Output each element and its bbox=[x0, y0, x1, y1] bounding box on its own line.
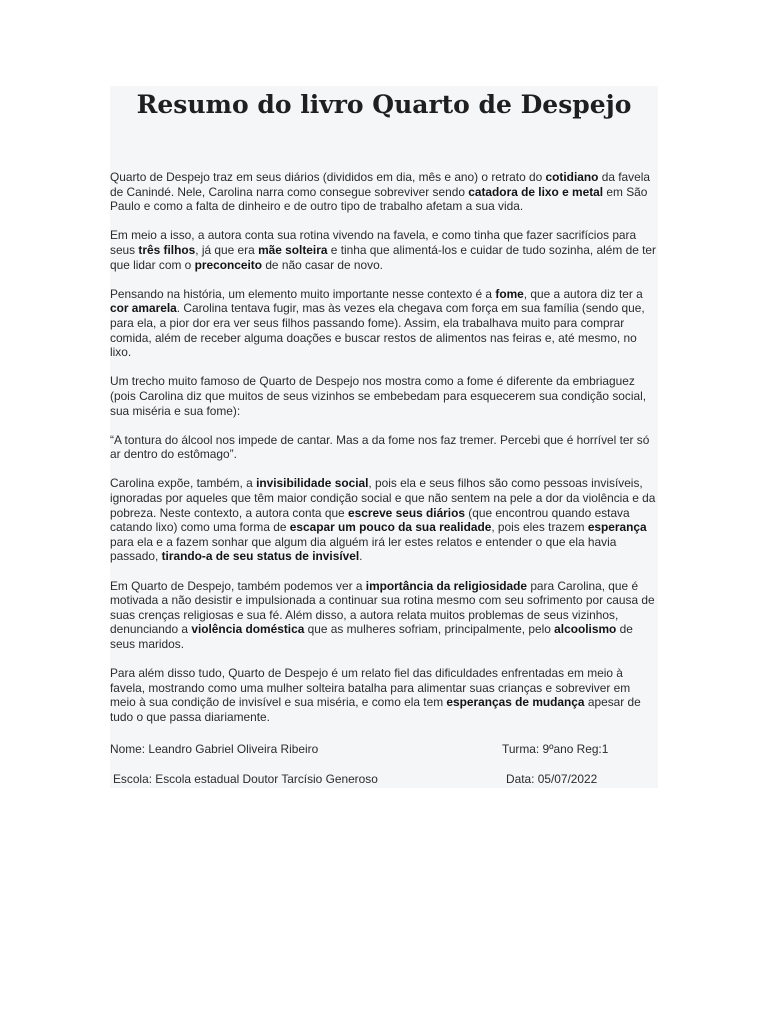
text-run: que as mulheres sofriam, principalmente, pelo bbox=[304, 622, 555, 637]
text-run: Carolina expõe, também, a bbox=[110, 476, 257, 491]
text-run: e tinha que alimentá-los e cuidar de tudo sozinha, além de ter que lidar com o bbox=[110, 242, 656, 272]
text-run: , pois eles trazem bbox=[491, 520, 588, 535]
bold-text: cor amarela bbox=[110, 301, 177, 316]
text-run: . bbox=[359, 549, 363, 564]
text-run: para ela e a fazem sonhar que algum dia alguém irá ler estes relatos e entender o que ela havia passado, bbox=[110, 534, 617, 564]
bold-text: importância da religiosidade bbox=[365, 578, 528, 593]
bold-text: invisibilidade social bbox=[256, 476, 369, 491]
document-body bbox=[110, 170, 658, 739]
bold-text: tirando-a de seu status de invisível bbox=[161, 549, 360, 564]
text-run: em São Paulo e como a falta de dinheiro e de outro tipo de trabalho afetam a sua vida. bbox=[110, 184, 648, 214]
text-run: Um trecho muito famoso de Quarto de Despejo nos mostra como a fome é diferente da embriaguez (pois Carolina diz que muitos de seus vizinhos se embebedam para esquecerem sua condição social, sua miséria e sua fome): bbox=[110, 374, 647, 418]
bold-text: violência doméstica bbox=[191, 622, 305, 637]
student-class: Turma: 9ºano Reg:1 bbox=[502, 742, 609, 756]
text-run: Em meio a isso, a autora conta sua rotina vivendo na favela, e como tinha que fazer sacrifícios para seus bbox=[110, 228, 637, 257]
paragraph bbox=[110, 666, 658, 724]
bold-text: mãe solteira bbox=[258, 242, 328, 257]
text-run: . Carolina tentava fugir, mas às vezes ela chegava com força em sua família (sendo que, para ela, a pior dor era ver seus filhos passando fome). Assim, ela trabalhava muito para comprar comida, além de receber alguma doações e buscar restos de alimentos nas feiras e, até mesmo, no lixo. bbox=[110, 301, 645, 360]
bold-text: três filhos bbox=[138, 242, 196, 257]
text-run: de não casar de novo. bbox=[262, 257, 383, 272]
text-run: Pensando na história, um elemento muito importante nesse contexto é a bbox=[110, 286, 496, 301]
bold-text: esperanças de mudança bbox=[446, 695, 585, 710]
bold-text: escreve seus diários bbox=[347, 505, 465, 520]
bold-text: cotidiano bbox=[545, 170, 599, 184]
paragraph bbox=[110, 433, 658, 462]
text-run: Quarto de Despejo traz em seus diários (divididos em dia, mês e ano) o retrato do bbox=[110, 170, 546, 184]
text-run: Para além disso tudo, Quarto de Despejo é um relato fiel das dificuldades enfrentadas em meio à favela, mostrando como uma mulher solteira batalha para alimentar suas crianças e sobreviver em meio à sua condição de invisível e sua miséria, e como ela tem bbox=[110, 666, 631, 710]
document-date: Data: 05/07/2022 bbox=[506, 772, 598, 786]
school-name: Escola: Escola estadual Doutor Tarcísio Generoso bbox=[113, 772, 378, 786]
text-run: da favela de Canindé. Nele, Carolina narra como consegue sobreviver sendo bbox=[110, 170, 650, 199]
text-run: “A tontura do álcool nos impede de cantar. Mas a da fome nos faz tremer. Percebi que é horrível ter só ar dentro do estômago”. bbox=[110, 432, 650, 462]
text-run: , já que era bbox=[195, 242, 259, 257]
paragraph bbox=[110, 374, 658, 418]
text-run: para Carolina, que é motivada a não desistir e impulsionada a continuar sua rotina mesmo com seu sofrimento por causa de suas crenças religiosas e sua fé. Além disso, a autora relata muitos problemas de seus vizinhos, denunciando a bbox=[110, 578, 655, 637]
bold-text: alcoolismo bbox=[554, 622, 617, 637]
student-name: Nome: Leandro Gabriel Oliveira Ribeiro bbox=[110, 742, 319, 756]
paragraph bbox=[110, 579, 658, 652]
bold-text: catadora de lixo e metal bbox=[468, 184, 604, 199]
text-run: , que a autora diz ter a bbox=[523, 286, 643, 301]
paragraph bbox=[110, 170, 658, 214]
bold-text: escapar um pouco da sua realidade bbox=[289, 520, 492, 535]
document-title: Resumo do livro Quarto de Despejo bbox=[136, 90, 632, 119]
bold-text: preconceito bbox=[194, 257, 263, 272]
paragraph bbox=[110, 476, 658, 564]
text-run: de seus maridos. bbox=[110, 622, 633, 651]
text-run: Em Quarto de Despejo, também podemos ver a bbox=[110, 578, 366, 593]
text-run: (que encontrou quando estava catando lixo) como uma forma de bbox=[110, 505, 630, 535]
document-sheet bbox=[110, 86, 658, 788]
paragraph bbox=[110, 287, 658, 360]
bold-text: fome bbox=[495, 286, 524, 301]
text-run: , pois ela e seus filhos são como pessoas invisíveis, ignoradas por aqueles que têm maior condição social e que não sentem na pele a dor da violência e da pobreza. Neste contexto, a autora conta que bbox=[110, 476, 656, 520]
bold-text: esperança bbox=[587, 520, 647, 535]
text-run: apesar de tudo o que passa diariamente. bbox=[110, 695, 641, 724]
paragraph bbox=[110, 228, 658, 272]
